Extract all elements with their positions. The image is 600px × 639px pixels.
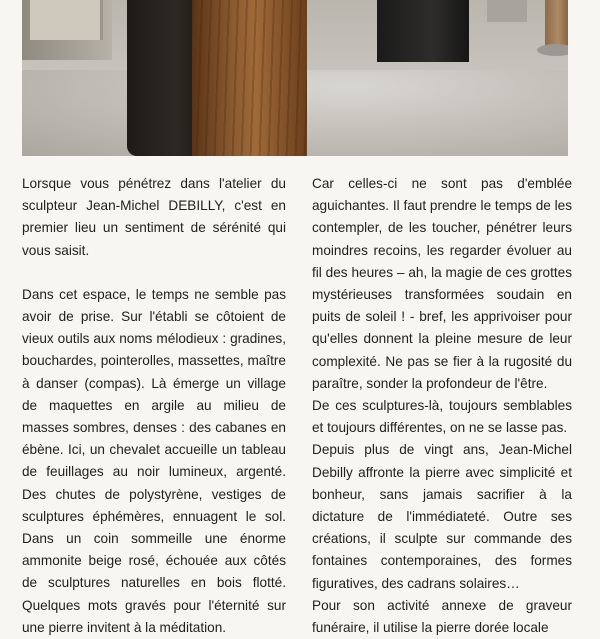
- photo-post-base: [537, 44, 568, 56]
- paragraph: Pour son activité annexe de graveur funéraire, il utilise la pierre dorée locale: [312, 597, 572, 636]
- photo-dark-block: [377, 0, 469, 62]
- left-column: [22, 173, 286, 639]
- paragraph: Car celles-ci ne sont pas d'emblée aguichantes. Il faut prendre le temps de les contempler, de les toucher, pénétrer leurs moindres recoins, les regarder évoluer au fil des heures – ah, la magie de ces grottes mystérieuses transformées soudain en puits de soleil ! - bref, les apprivoiser pour qu'elles donnent la pleine mesure de leur complexité. Ne pas se fier à la rugosité du paraître, sonder la profondeur de l'être.: [312, 176, 572, 391]
- studio-photo: [22, 0, 568, 156]
- right-column: [312, 173, 572, 639]
- photo-crate: [30, 0, 103, 40]
- paragraph: De ces sculptures-là, toujours semblables et toujours différentes, on ne se lasse pas.: [312, 398, 572, 436]
- paragraph: Depuis plus de vingt ans, Jean-Michel Debilly affronte la pierre avec simplicité et bonheur, sans jamais sacrifier à la dictature de l'immédiateté. Outre ses créations, il sculpte sur commande des fontaines contemporaines, des formes figuratives, des cadrans solaires…: [312, 442, 572, 591]
- paragraph: Lorsque vous pénétrez dans l'atelier du sculpteur Jean-Michel DEBILLY, c'est en premier lieu un sentiment de sérénité qui vous saisit.: [22, 176, 286, 258]
- photo-pedestal: [487, 0, 527, 22]
- paragraph: Dans cet espace, le temps ne semble pas avoir de prise. Sur l'établi se côtoient de vieux outils aux noms mélodieux : gradines, bouchardes, pointerolles, massettes, maître à danser (compas). Là émerge un village de maquettes en argile au milieu de masses sombres, denses : des cabanes en ébène. Ici, un chevalet accueille un tableau de feuillages au noir lumineux, argenté. Des chutes de polystyrène, vestiges de sculptures éphémères, ennuagent le sol. Dans un coin sommeille une énorme ammonite beige rosé, échouée aux côtés de sculptures naturelles en bois flotté. Quelques mots gravés pour l'éternité sur une pierre invitent à la méditation.: [22, 286, 286, 635]
- photo-wood-sculpture: [192, 0, 307, 156]
